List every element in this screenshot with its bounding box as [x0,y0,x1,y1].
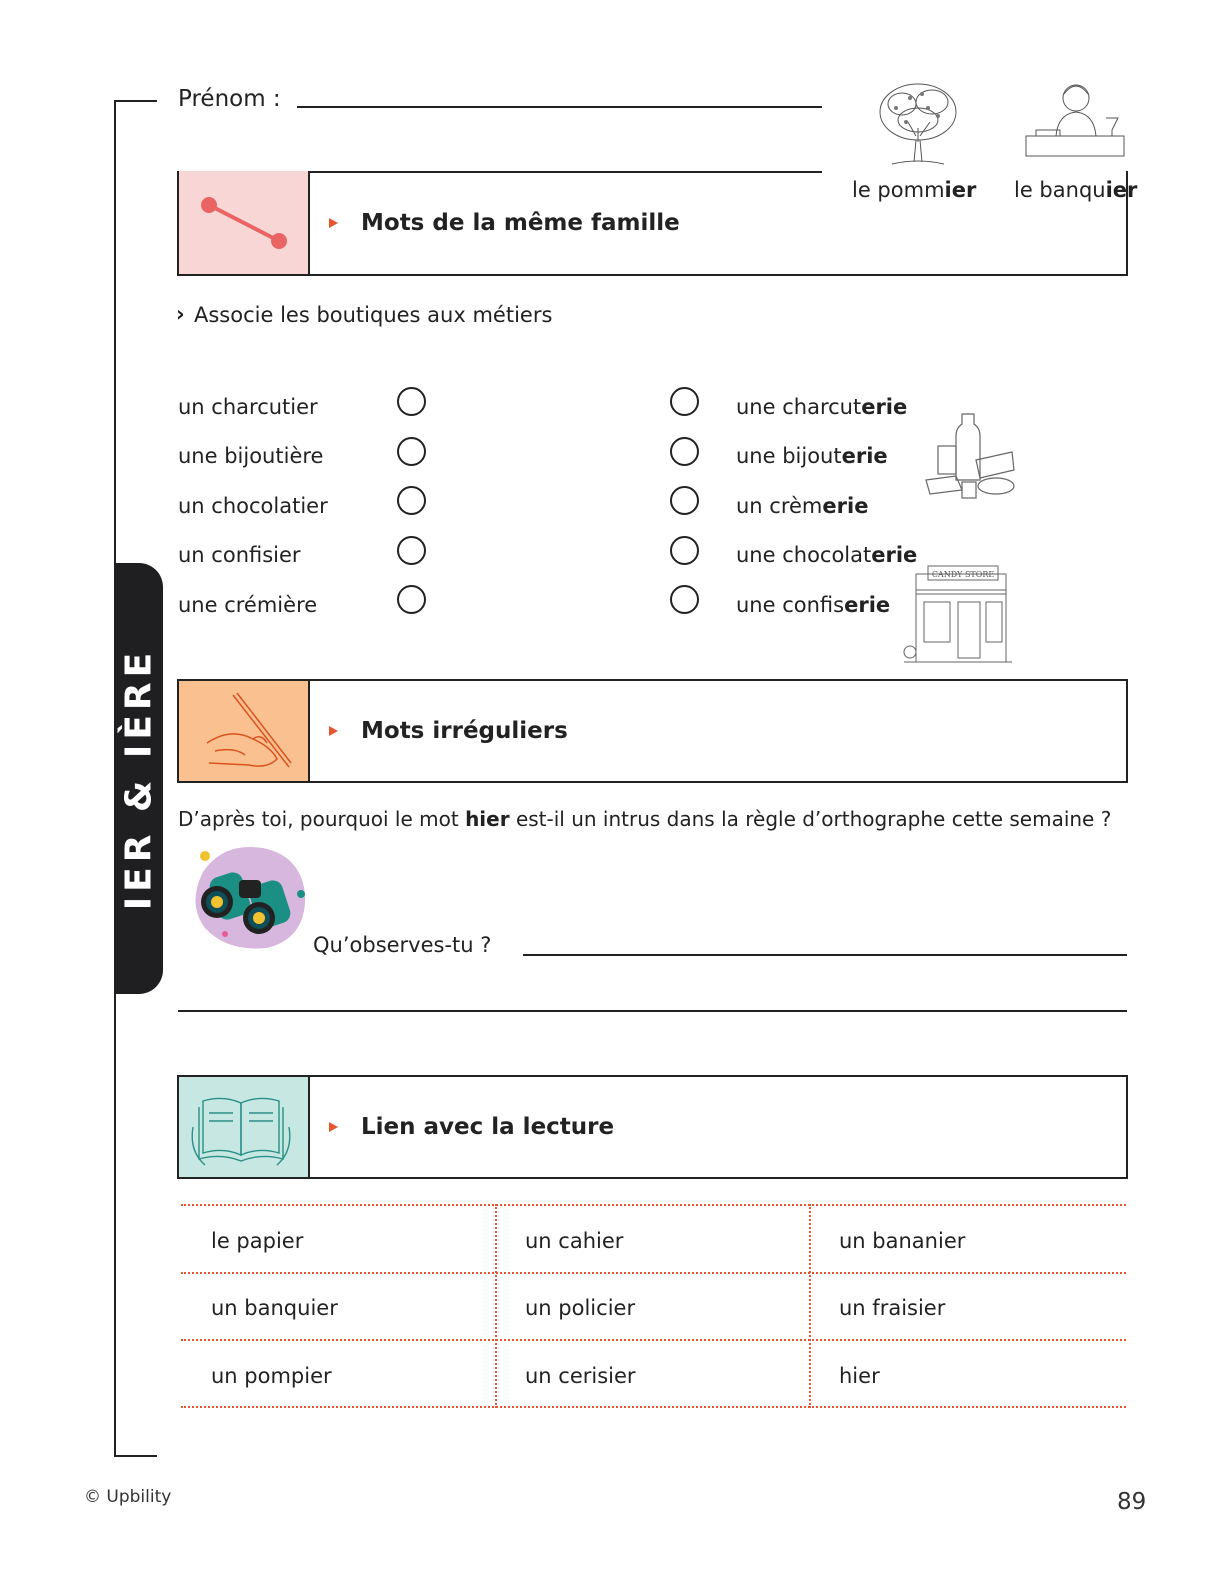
match-circle-left[interactable] [397,387,426,416]
section3-icon-box [179,1077,310,1177]
section2-title: Mots irréguliers [361,718,568,744]
margin-bracket-bottom [114,1455,157,1457]
side-tab [114,563,163,994]
instruction-text: Associe les boutiques aux métiers [194,303,553,327]
table-divider [181,1339,1126,1341]
left-word: une bijoutière [178,444,324,468]
observe-write-line-1[interactable] [523,954,1127,956]
left-word: un chocolatier [178,494,328,518]
match-circle-left[interactable] [397,585,426,614]
prenom-write-line[interactable] [297,106,822,108]
table-cell: un cahier [525,1229,624,1253]
match-circle-left[interactable] [397,536,426,565]
link-dots-icon [179,171,306,274]
dairy-products-illustration [922,410,1018,502]
table-cell: hier [839,1364,880,1388]
section-lien-lecture [177,1075,1128,1179]
candy-store-sign: CANDY STORE [931,570,995,579]
table-divider [495,1204,497,1408]
table-divider [181,1272,1126,1274]
match-circle-left[interactable] [397,437,426,466]
side-tab-label: IER & IÈRE [118,647,159,910]
table-cell: un bananier [839,1229,966,1253]
right-word: une bijouterie [736,444,888,468]
table-cell: un pompier [211,1364,332,1388]
observe-write-line-2[interactable] [178,1010,1127,1012]
section-mots-irreguliers [177,679,1128,783]
table-cell: un cerisier [525,1364,636,1388]
table-cell: un banquier [211,1296,338,1320]
match-circle-right[interactable] [670,486,699,515]
observe-label: Qu’observes-tu ? [313,933,492,957]
section-mots-meme-famille [177,171,1128,276]
match-circle-right[interactable] [670,437,699,466]
banker-illustration [1022,78,1128,162]
table-divider [181,1204,1126,1206]
right-word: une charcuterie [736,395,908,419]
section3-title: Lien avec la lecture [361,1114,615,1140]
binoculars-icon [183,842,311,954]
section3-arrow-icon [329,1122,338,1132]
table-cell: un fraisier [839,1296,946,1320]
right-word: un crèmerie [736,494,869,518]
right-word: une confiserie [736,593,891,617]
example-banquier: le banquier [1014,178,1138,202]
left-word: une crémière [178,593,318,617]
left-word: un charcutier [178,395,318,419]
candy-store-illustration [902,564,1014,668]
word-table [181,1204,1126,1408]
section1-right-border [1126,225,1128,276]
match-circle-right[interactable] [670,536,699,565]
prenom-label: Prénom : [178,86,281,112]
section1-icon-box [179,171,310,274]
open-book-icon [179,1077,306,1177]
question-text: D’après toi, pourquoi le mot hier est-il un intrus dans la règle d’orthographe cette semaine ? [178,807,1112,831]
margin-bracket-top [114,100,157,102]
section1-arrow-icon [329,218,338,228]
left-word: un confisier [178,543,301,567]
table-cell: un policier [525,1296,636,1320]
section1-title: Mots de la même famille [361,209,680,236]
table-divider [181,1406,1126,1408]
hand-writing-icon [179,681,306,781]
copyright: © Upbility [84,1487,172,1507]
match-circle-left[interactable] [397,486,426,515]
match-circle-right[interactable] [670,585,699,614]
example-pommier: le pommier [852,178,977,202]
match-circle-right[interactable] [670,387,699,416]
page-number: 89 [1117,1489,1147,1515]
instruction-bullet: › [176,302,185,326]
table-divider [809,1204,811,1408]
table-cell: le papier [211,1229,304,1253]
section2-arrow-icon [329,726,338,736]
apple-tree-illustration [872,78,964,168]
section2-icon-box [179,681,310,781]
right-word: une chocolaterie [736,543,918,567]
